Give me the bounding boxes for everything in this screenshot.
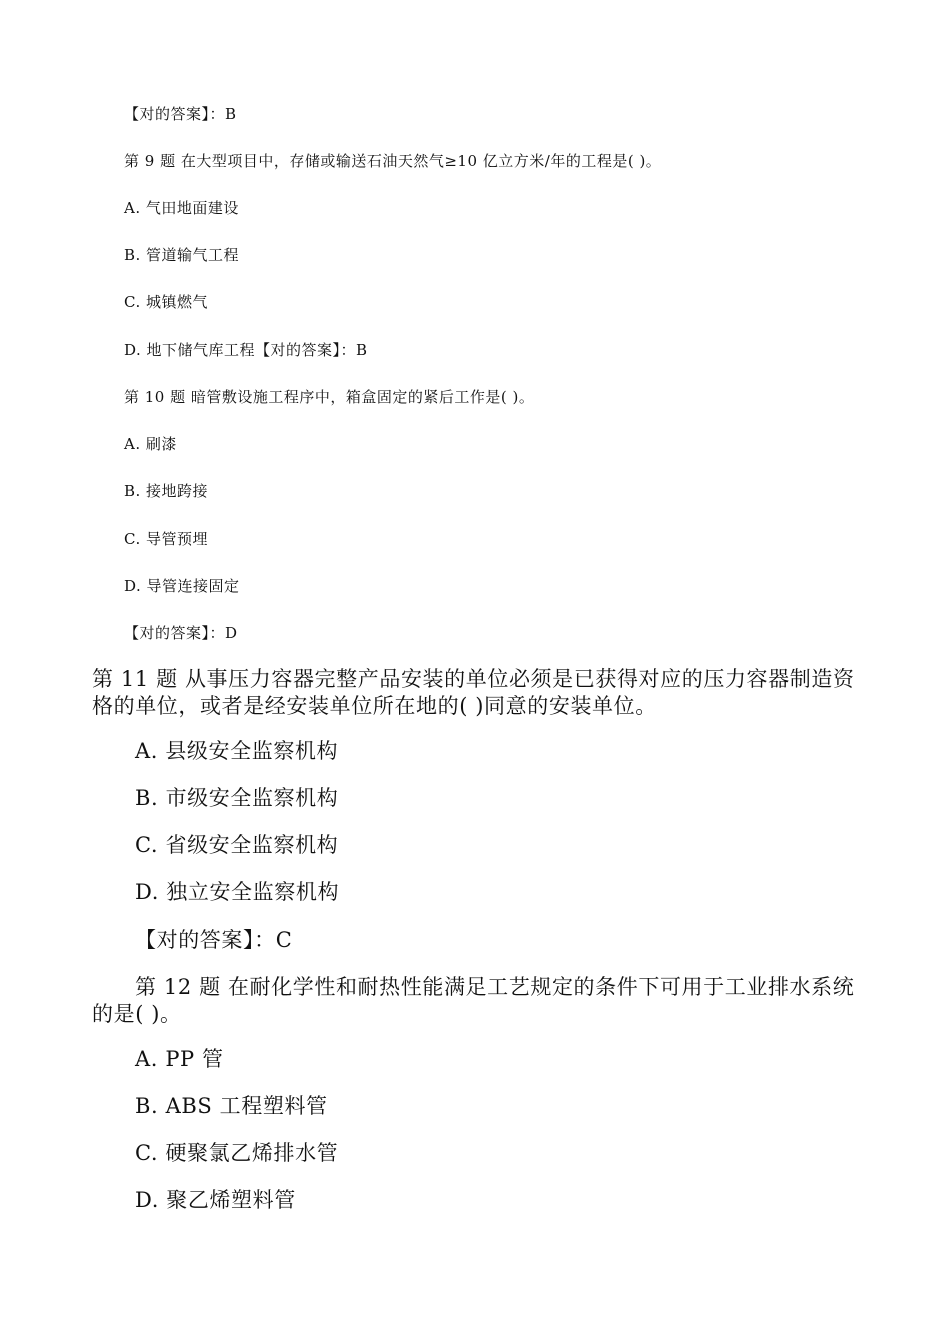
q9-option-b: B. 管道输气工程 — [124, 246, 240, 264]
q10-answer: 【对的答案】：D — [124, 624, 238, 642]
q11-option-d: D. 独立安全监察机构 — [135, 880, 340, 904]
q12-option-a: A. PP 管 — [135, 1047, 224, 1071]
q11-option-a: A. 县级安全监察机构 — [135, 739, 339, 763]
q12-option-d: D. 聚乙烯塑料管 — [135, 1188, 296, 1212]
question-9: 第 9 题 在大型项目中，存储或输送石油天然气≥10 亿立方米/年的工程是( )。 — [124, 152, 662, 170]
q10-option-a: A. 刷漆 — [124, 435, 177, 453]
q11-answer: 【对的答案】：C — [135, 928, 293, 952]
q9-option-c: C. 城镇燃气 — [124, 293, 208, 311]
question-11: 第 11 题 从事压力容器完整产品安装的单位必须是已获得对应的压力容器制造资格的单位，或者是经安装单位所在地的( )同意的安装单位。 — [92, 667, 855, 718]
q10-option-b: B. 接地跨接 — [124, 482, 209, 500]
question-10: 第 10 题 暗管敷设施工程序中，箱盒固定的紧后工作是( )。 — [124, 388, 535, 406]
q9-option-d: D. 地下储气库工程【对的答案】：B — [124, 341, 368, 359]
q12-option-b: B. ABS 工程塑料管 — [135, 1094, 328, 1118]
q10-option-c: C. 导管预埋 — [124, 530, 208, 548]
q11-option-b: B. 市级安全监察机构 — [135, 786, 339, 810]
answer-text: 【对的答案】：B — [124, 105, 237, 123]
q11-option-c: C. 省级安全监察机构 — [135, 833, 339, 857]
q9-option-a: A. 气田地面建设 — [124, 199, 239, 217]
q10-option-d: D. 导管连接固定 — [124, 577, 240, 595]
q12-option-c: C. 硬聚氯乙烯排水管 — [135, 1141, 339, 1165]
question-12: 第 12 题 在耐化学性和耐热性能满足工艺规定的条件下可用于工业排水系统的是( )。 — [92, 975, 855, 1026]
